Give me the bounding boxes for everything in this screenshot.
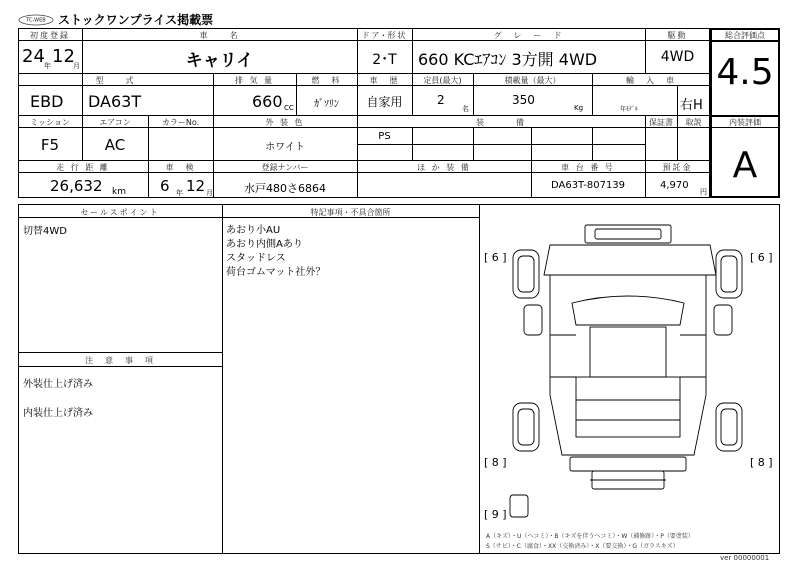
mileage-label: 走 行 距 離 — [56, 163, 110, 172]
model-prefix: EBD — [30, 92, 64, 111]
notes-label: 特記事項・不具合箇所 — [310, 208, 391, 217]
displacement: 660 — [252, 92, 283, 111]
chassis-number: DA63T-807139 — [550, 180, 626, 191]
interior-rating: A — [732, 145, 758, 186]
first-reg-year: 24 — [22, 46, 45, 67]
displacement-unit: CC — [284, 104, 294, 112]
car-history: 自家用 — [366, 95, 403, 109]
deposit-unit: 円 — [700, 188, 707, 196]
load: 350 — [512, 93, 535, 107]
capacity-unit: 名 — [462, 105, 469, 113]
overall-rating-label: 総合評価点 — [725, 31, 765, 40]
door-label: ドア･形状 — [361, 31, 408, 40]
fuel: ｶﾞｿﾘﾝ — [314, 99, 339, 110]
inspection-month-unit: 月 — [206, 189, 213, 197]
plate-label: 登録ナンバー — [261, 163, 309, 172]
mileage-unit: km — [112, 187, 126, 197]
car-history-label: 車 歴 — [369, 76, 400, 85]
model-label: 型 式 — [95, 76, 136, 85]
tire-right-rear-label: [ 8 ] — [750, 456, 773, 469]
first-reg-label: 初度登録 — [30, 31, 70, 40]
first-reg-month: 12 — [52, 46, 75, 67]
exterior-color: ホワイト — [265, 142, 305, 153]
notes-item: 荷台ゴムマット社外？ — [226, 267, 326, 278]
handle: 右H — [680, 98, 703, 113]
tire-right-front-label: [ 6 ] — [750, 251, 773, 264]
equipment-label: 装 備 — [476, 118, 526, 127]
damage-legend-line: A（キズ）・U（ヘコミ）・B（キズを伴うヘコミ）・W（補修跡）・P（要塗装） — [486, 533, 694, 540]
notes-item: あおり小AU — [226, 225, 281, 236]
tire-left-front-label: [ 6 ] — [484, 251, 507, 264]
chassis-label: 車 台 番 号 — [561, 163, 615, 172]
notes-item: スタッドレス — [226, 253, 286, 264]
record-label: 取説 — [685, 118, 702, 127]
overall-rating: 4.5 — [716, 52, 774, 93]
first-reg-year-unit: 年 — [44, 62, 51, 70]
mileage: 26,632 — [50, 177, 103, 195]
door-shape: 2･T — [372, 52, 397, 68]
import-model-year: 年ﾓﾃﾞﾙ — [620, 106, 639, 113]
car-name: キャリイ — [185, 51, 254, 71]
inspection-month: 12 — [186, 177, 206, 195]
tire-left-rear-label: [ 8 ] — [484, 456, 507, 469]
import-label: 輸 入 車 — [626, 76, 676, 85]
plate-number: 水戸480さ6864 — [244, 182, 326, 195]
notes-item: あおり内側Aあり — [226, 239, 303, 250]
inspection-year-unit: 年 — [176, 189, 183, 197]
load-unit: Kg — [574, 104, 584, 112]
deposit-label: 預託金 — [662, 163, 693, 172]
color-no-label: カラーNo. — [161, 118, 200, 127]
caution-item: 外装仕上げ済み — [23, 379, 93, 390]
mission-label: ミッション — [30, 118, 70, 127]
capacity-label: 定員(最大) — [423, 76, 462, 85]
sales-point-item: 切替4WD — [23, 226, 67, 237]
mission: F5 — [40, 136, 60, 154]
deposit: 4,970 — [660, 180, 689, 191]
grade-label: グ レ ー ド — [493, 31, 564, 40]
page-title: ストックワンプライス掲載票 — [58, 13, 214, 27]
interior-rating-label: 内装評価 — [729, 118, 761, 127]
equipment-item: PS — [378, 131, 391, 142]
drive: 4WD — [660, 49, 695, 65]
exterior-label: 外 装 色 — [265, 118, 305, 127]
fuel-label: 燃 料 — [311, 76, 342, 85]
other-equipment-label: ほ か 装 備 — [417, 163, 471, 172]
logo — [18, 11, 54, 25]
vehicle-diagram — [480, 205, 779, 553]
inspection-label: 車 検 — [165, 163, 196, 172]
car-name-label: 車 名 — [199, 31, 240, 40]
inspection-year: 6 — [160, 177, 170, 195]
drive-label: 駆動 — [667, 31, 688, 40]
aircon: AC — [104, 136, 126, 154]
model-code: DA63T — [88, 92, 142, 111]
spare-tire-label: [ 9 ] — [484, 508, 507, 521]
aircon-label: エアコン — [99, 118, 131, 127]
caution-label: 注 意 事 項 — [85, 356, 155, 365]
damage-legend-line: S（サビ）・C（腐食）・XX（交換済み）・X（要交換）・G（ガラスキズ） — [486, 543, 679, 550]
first-reg-month-unit: 月 — [73, 62, 80, 70]
logo-text: TC-WEB — [26, 17, 46, 24]
capacity: 2 — [437, 93, 445, 107]
version-text: ver 00000001 — [720, 554, 770, 562]
load-label: 積載量（最大） — [504, 76, 561, 85]
grade: 660 KCｴｱｺﾝ 3方開 4WD — [418, 50, 598, 69]
warranty-label: 保証書 — [649, 118, 673, 127]
sales-point-label: セールスポイント — [80, 208, 160, 217]
displacement-label: 排 気 量 — [234, 76, 275, 85]
caution-item: 内装仕上げ済み — [23, 408, 93, 419]
